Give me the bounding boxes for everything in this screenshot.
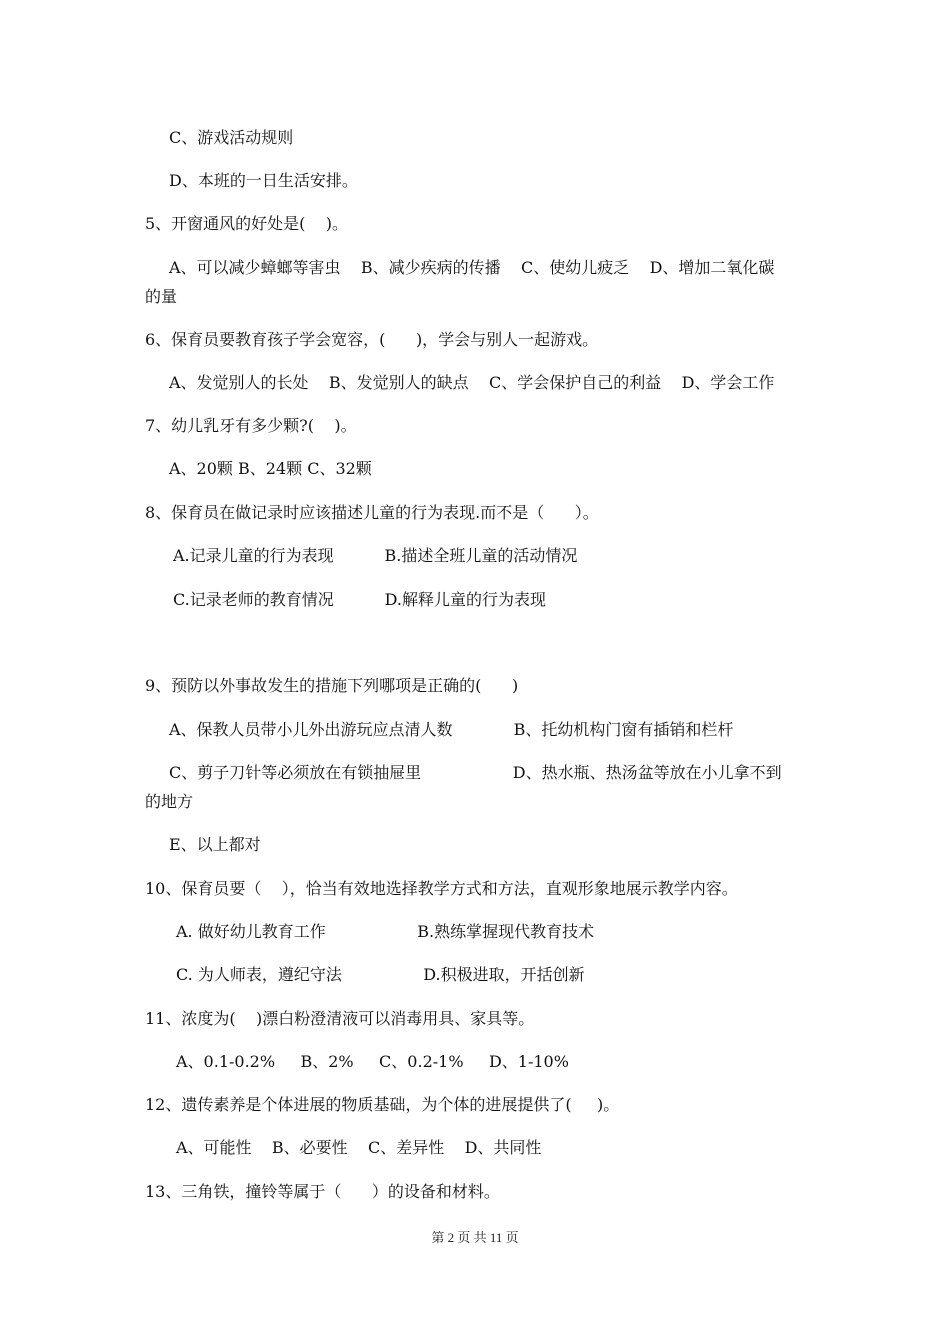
question-12-options: A、可能性 B、必要性 C、差异性 D、共同性 [176,1138,542,1157]
question-13: 13、三角铁，撞铃等属于（ ）的设备和材料。 [145,1182,500,1201]
question-9-option-e: E、以上都对 [169,835,261,854]
question-9-options-cont: 的地方 [145,792,194,811]
question-9: 9、预防以外事故发生的措施下列哪项是正确的( ) [145,676,519,695]
question-5: 5、开窗通风的好处是( )。 [145,214,349,233]
question-12: 12、遗传素养是个体进展的物质基础，为个体的进展提供了( )。 [145,1095,620,1114]
question-7: 7、幼儿乳牙有多少颗?( )。 [145,416,357,435]
question-6-options: A、发觉别人的长处 B、发觉别人的缺点 C、学会保护自己的利益 D、学会工作 [169,373,775,392]
question-9-options-ab: A、保教人员带小儿外出游玩应点清人数 B、托幼机构门窗有插销和栏杆 [169,720,734,739]
question-5-options: A、可以减少蟑螂等害虫 B、减少疾病的传播 C、使幼儿疲乏 D、增加二氧化碳 [169,258,775,277]
question-11-options: A、0.1-0.2% B、2% C、0.2-1% D、1-10% [176,1052,569,1071]
page-number-footer: 第 2 页 共 11 页 [431,1230,519,1245]
question-8-options-ab: A.记录儿童的行为表现 B.描述全班儿童的活动情况 [173,546,578,565]
question-8: 8、保育员在做记录时应该描述儿童的行为表现.而不是（ ）。 [145,503,599,522]
question-6: 6、保育员要教育孩子学会宽容，( )，学会与别人一起游戏。 [145,330,599,349]
question-10-options-ab: A. 做好幼儿教育工作 B.熟练掌握现代教育技术 [176,922,595,941]
question-11: 11、浓度为( )漂白粉澄清液可以消毒用具、家具等。 [145,1009,535,1028]
question-8-options-cd: C.记录老师的教育情况 D.解释儿童的行为表现 [173,590,546,609]
question-9-options-cd: C、剪子刀针等必须放在有锁抽屉里 D、热水瓶、热汤盆等放在小儿拿不到 [169,763,782,782]
question-10: 10、保育员要（ ），恰当有效地选择教学方式和方法，直观形象地展示教学内容。 [145,879,738,898]
q4-option-c: C、游戏活动规则 [169,128,294,147]
question-5-options-cont: 的量 [145,287,178,306]
q4-option-d: D、本班的一日生活安排。 [169,171,358,190]
question-10-options-cd: C. 为人师表，遵纪守法 D.积极进取，开括创新 [176,965,585,984]
question-7-options: A、20颗 B、24颗 C、32颗 [169,459,372,478]
